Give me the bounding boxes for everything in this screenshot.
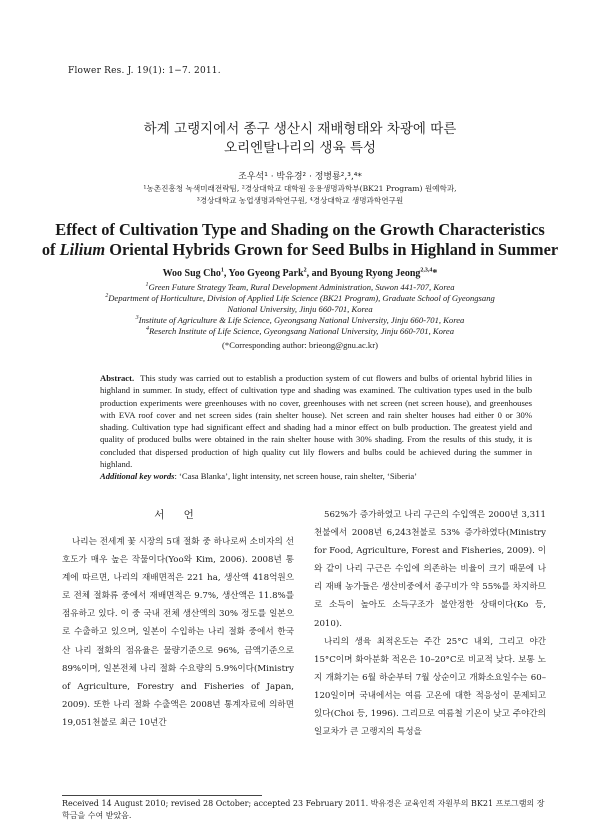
english-affiliation: National University, Jinju 660-701, Korea <box>227 304 373 314</box>
english-authors: Woo Sug Cho$^1$, Yoo Gyeong Park$^2$, and Byoung Ryong Jeong$^{2,3,4}$* <box>162 267 438 279</box>
corresponding-author: (*Corresponding author: brieong@gnu.ac.kr) <box>222 340 378 350</box>
footnote: Received 14 August 2010; revised 28 October; accepted 23 February 2011. 박유경은 교육인적 자원부의 BK21 프로그램의 장학금을 수여 받았음. <box>62 799 545 820</box>
english-affiliation: $^1$Green Future Strategy Team, Rural Development Administration, Suwon 441-707, Korea <box>145 282 455 292</box>
keywords-text: : ‘Casa Blanka’, light intensity, net screen house, rain shelter, ‘Siberia’ <box>174 471 418 481</box>
additional-keywords <box>100 471 532 481</box>
body-paragraph: 562%가 증가하였고 나리 구근의 수입액은 2000년 3,311천불에서 2008년 6,243천불로 53% 증가하였다(Ministry for Food, Agriculture, Forest and Fisheries, 2009). 이와 같이 나리 구근은 수입에 의존하는 비율이 크기 때문에 나리 재배 농가들은 생산비중에서 종구비가 약 55%를 차지하므로 소득이 높아도 소득구조가 불안정한 상태이다(Ko 등, 2010). <box>314 510 546 629</box>
body-paragraph: 나리의 생육 최적온도는 주간 25°C 내외, 그리고 야간 15°C이며 화아분화 적온은 10–20°C로 비교적 낮다. 보통 노지 개화기는 6월 하순부터 7월 상순이고 개화소요일수는 60–120일이며 국내에서는 여름 고온에 대한 적응성이 문제되고 있다(Choi 등, 1996). 그리므로 여름철 기온이 낮고 주야간의 일교차가 큰 고랭지의 특성을 <box>314 636 546 738</box>
abstract <box>100 372 532 470</box>
left-column <box>62 506 294 732</box>
english-affiliation: $^2$Department of Horticulture, Division of Applied Life Science (BK21 Program), Graduate School of Gyeongsang <box>105 293 495 303</box>
abstract-label: Abstract. <box>100 373 135 383</box>
abstract-text: This study was carried out to establish a production system of cut flowers and bulbs of oriental hybrid lilies in highland in summer. In study, effect of cultivation type and shading was examined. The cultivation types used in the bulb production experiments were greenhouses with no cover, greenhouses with net screen (net screen house), and greenhouses with EVA roof cover and net screen sides (rain shelter house). Net screen and rain shelter houses had either 0 or 30% shading. Cultivation type had significant effect and shading had a minor effect on bulb production. The greatest yield and quality of produced bulbs were obtained in the rain shelter house with 30% shading. From the results of this study, it is concluded that dispersed production of high quality cut lily flowers and bulbs could be achieved during the summer in highland. <box>100 373 532 470</box>
english-title-line2: of Lilium Oriental Hybrids Grown for Seed Bulbs in Highland in Summer <box>41 240 559 259</box>
right-column <box>314 506 546 741</box>
english-affiliation: $^4$Reserch Institute of Life Science, Gyeongsang National University, Jinju 660-701, Korea <box>145 326 455 336</box>
body-paragraph: 나리는 전세계 꽃 시장의 5대 절화 중 하나로써 소비자의 선호도가 매우 높은 작물이다(Yoo와 Kim, 2006). 2008년 통계에 따르면, 나리의 재배면적은 221 ha, 생산액 418억원으로 전체 절화류 중에서 재배면적은 9.7%, 생산액은 11.8%를 점유하고 있다. 이 중 국내 전체 생산액의 30% 정도를 일본으로 수출하고 있으며, 일본이 수입하는 나리 절화 중에서 한국산 나리 절화의 점유율은 물량기준으로 96%, 금액기준으로 89%이며, 일본전체 나리 절화 수요량의 5.9%이다(Ministry of Agriculture, Forestry and Fisheries of Japan, 2009). 또한 나리 절화 수출액은 2008년 통계자료에 의하면 19,051천불로 최근 10년간 <box>62 537 294 728</box>
korean-affiliation-line1: ¹농촌진흥청 녹색미래전략팀, ²경상대학교 대학원 응용생명과학부(BK21 Program) 원예학과, <box>143 184 457 193</box>
keywords-label: Additional key words <box>100 471 175 481</box>
korean-title-line2: 오리엔탈나리의 생육 특성 <box>223 140 377 156</box>
journal-reference: Flower Res. J. 19(1): 1−7. 2011. <box>68 66 221 76</box>
footnote-divider <box>62 795 262 796</box>
genus-name: Lilium <box>59 240 106 259</box>
english-title-line1: Effect of Cultivation Type and Shading on the Growth Characteristics <box>55 220 545 239</box>
korean-title-line1: 하계 고랭지에서 종구 생산시 재배형태와 차광에 따른 <box>143 121 457 137</box>
korean-authors: 조우석¹ · 박유경² · 정병룡²,³,⁴* <box>238 172 362 182</box>
english-affiliation: $^3$Institute of Agriculture & Life Science, Gyeongsang National University, Jinju 660-701, Korea <box>135 315 465 325</box>
section-heading: 서 언 <box>154 509 202 521</box>
korean-affiliation-line2: ³경상대학교 농업생명과학연구원, ⁴경상대학교 생명과학연구원 <box>196 196 404 205</box>
